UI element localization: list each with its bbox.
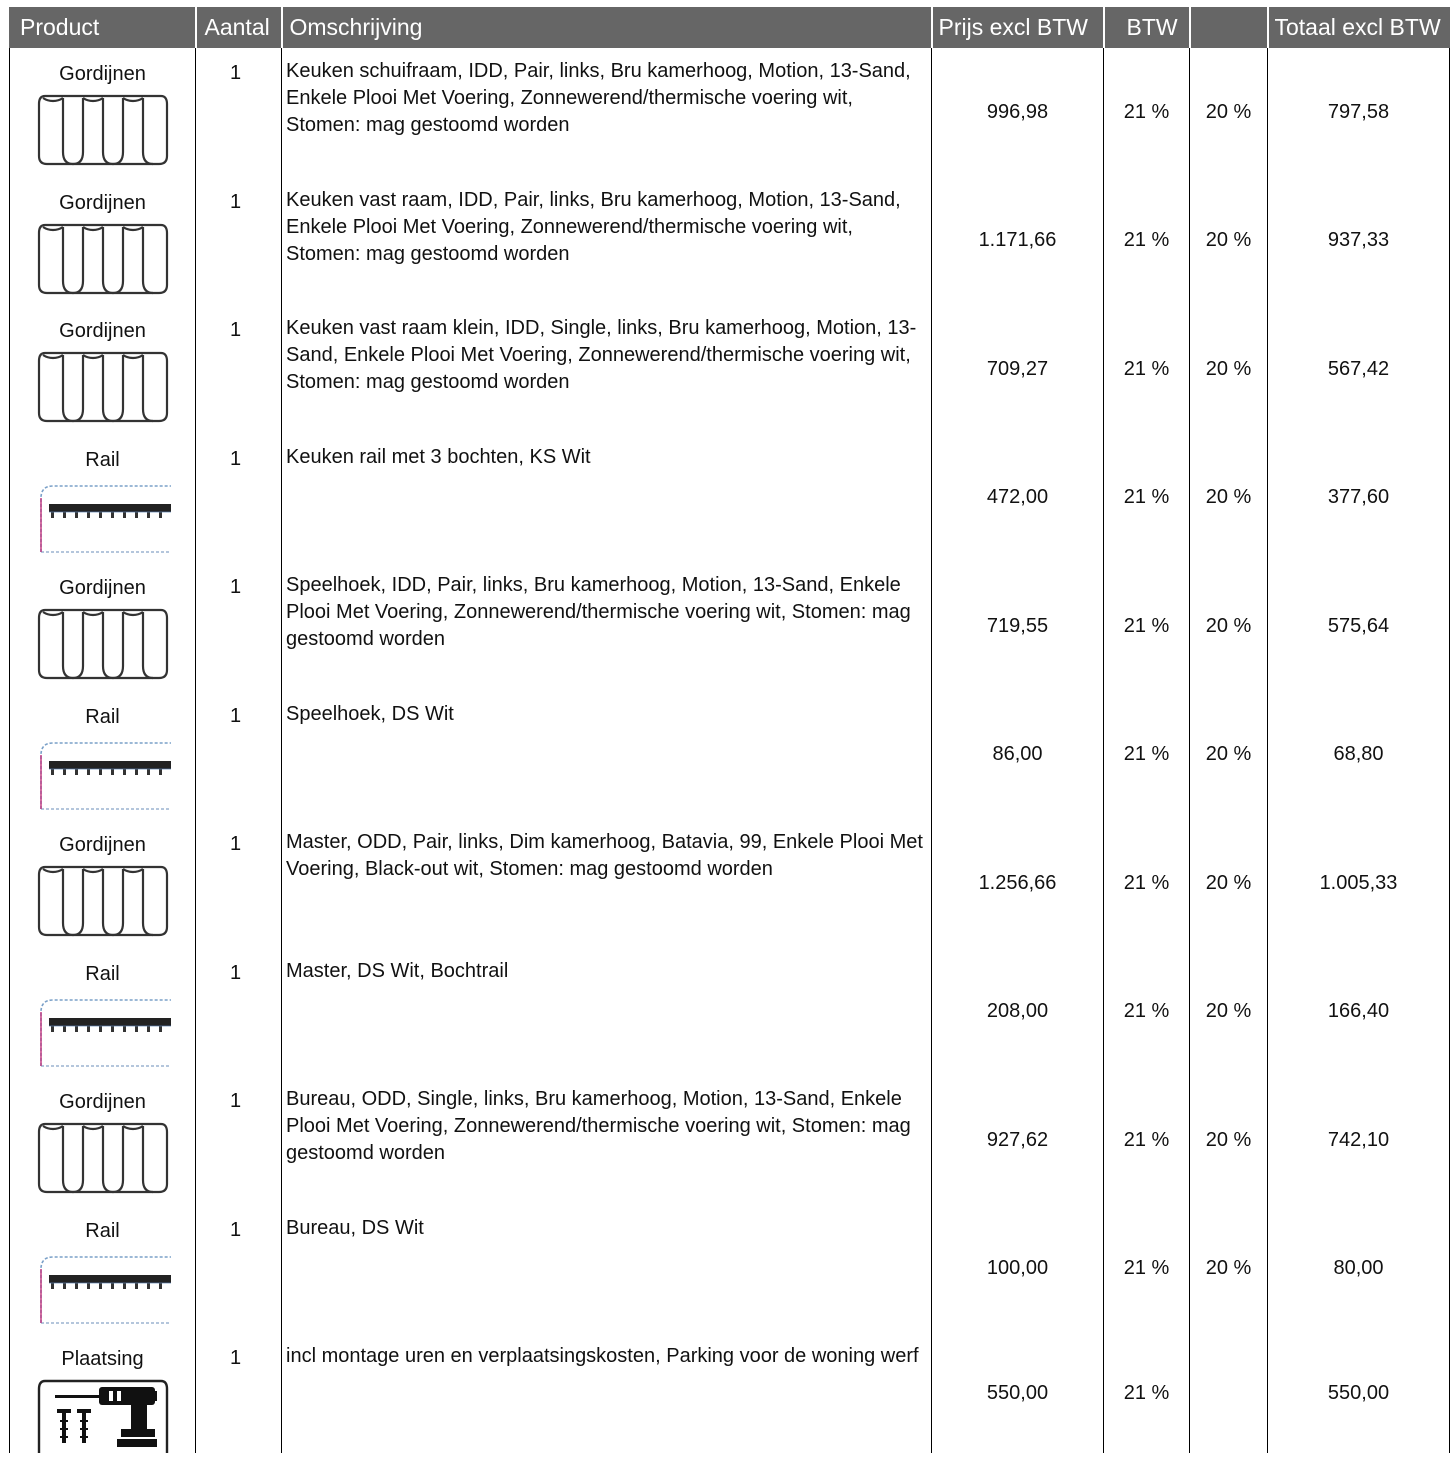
total-cell: 742,10 — [1268, 1076, 1450, 1205]
total-cell: 68,80 — [1268, 691, 1450, 820]
discount-cell: 20 % — [1190, 1205, 1268, 1334]
description-cell: Bureau, ODD, Single, links, Bru kamerhoog, Motion, 13-Sand, Enkele Plooi Met Voering, Zonnewerend/thermische voering wit, Stomen: mag gestoomd worden — [282, 1076, 932, 1205]
quantity-cell: 1 — [196, 691, 282, 820]
quantity-cell: 1 — [196, 948, 282, 1077]
total-cell: 937,33 — [1268, 177, 1450, 306]
rail-icon — [35, 992, 171, 1068]
discount-cell: 20 % — [1190, 177, 1268, 306]
total-cell: 550,00 — [1268, 1333, 1450, 1453]
discount-cell: 20 % — [1190, 691, 1268, 820]
product-cell — [10, 1333, 196, 1453]
vat-cell: 21 % — [1104, 1205, 1190, 1334]
total-cell: 80,00 — [1268, 1205, 1450, 1334]
table-row — [10, 434, 1450, 563]
price-cell: 472,00 — [932, 434, 1104, 563]
product-name: Rail — [85, 705, 120, 728]
vat-cell: 21 % — [1104, 177, 1190, 306]
description-cell: Keuken vast raam klein, IDD, Single, links, Bru kamerhoog, Motion, 13-Sand, Enkele Plooi Met Voering, Zonnewerend/thermische voering wit, Stomen: mag gestoomd worden — [282, 305, 932, 434]
product-name: Gordijnen — [59, 63, 146, 85]
total-cell: 797,58 — [1268, 48, 1450, 177]
quote-table — [9, 7, 1450, 1453]
description-cell: Speelhoek, DS Wit — [282, 691, 932, 820]
description-cell: Master, ODD, Pair, links, Dim kamerhoog, Batavia, 99, Enkele Plooi Met Voering, Black-out wit, Stomen: mag gestoomd worden — [282, 819, 932, 948]
total-cell: 567,42 — [1268, 305, 1450, 434]
vat-cell: 21 % — [1104, 562, 1190, 691]
table-row — [10, 1076, 1450, 1205]
quantity-cell: 1 — [196, 434, 282, 563]
discount-cell: 20 % — [1190, 1076, 1268, 1205]
product-name: Gordijnen — [59, 1091, 146, 1113]
product-name: Gordijnen — [59, 577, 146, 599]
product-name: Gordijnen — [59, 834, 146, 856]
price-cell: 996,98 — [932, 48, 1104, 177]
price-cell: 719,55 — [932, 562, 1104, 691]
quantity-cell: 1 — [196, 1333, 282, 1453]
table-row — [10, 819, 1450, 948]
product-cell — [10, 1076, 196, 1205]
discount-cell: 20 % — [1190, 48, 1268, 177]
curtain-icon — [35, 92, 171, 168]
product-cell — [10, 948, 196, 1077]
vat-cell: 21 % — [1104, 819, 1190, 948]
product-name: Rail — [85, 962, 120, 985]
product-name: Gordijnen — [59, 320, 146, 342]
table-row — [10, 1205, 1450, 1334]
curtain-icon — [35, 221, 171, 297]
description-cell: Keuken schuifraam, IDD, Pair, links, Bru kamerhoog, Motion, 13-Sand, Enkele Plooi Met Voering, Zonnewerend/thermische voering wit, Stomen: mag gestoomd worden — [282, 48, 932, 177]
price-cell: 550,00 — [932, 1333, 1104, 1453]
price-cell: 927,62 — [932, 1076, 1104, 1205]
description-cell: Keuken vast raam, IDD, Pair, links, Bru kamerhoog, Motion, 13-Sand, Enkele Plooi Met Voering, Zonnewerend/thermische voering wit, Stomen: mag gestoomd worden — [282, 177, 932, 306]
table-row — [10, 948, 1450, 1077]
price-cell: 709,27 — [932, 305, 1104, 434]
table-header-row — [10, 7, 1450, 48]
product-cell — [10, 819, 196, 948]
product-cell — [10, 48, 196, 177]
quantity-cell: 1 — [196, 1076, 282, 1205]
table-row — [10, 305, 1450, 434]
price-cell: 1.256,66 — [932, 819, 1104, 948]
discount-cell — [1190, 1333, 1268, 1453]
quantity-cell: 1 — [196, 819, 282, 948]
product-name: Rail — [85, 1219, 120, 1242]
description-cell: Keuken rail met 3 bochten, KS Wit — [282, 434, 932, 563]
drill-screws-icon — [35, 1377, 171, 1453]
price-cell: 100,00 — [932, 1205, 1104, 1334]
vat-cell: 21 % — [1104, 434, 1190, 563]
description-cell: Speelhoek, IDD, Pair, links, Bru kamerhoog, Motion, 13-Sand, Enkele Plooi Met Voering, Zonnewerend/thermische voering wit, Stomen: mag gestoomd worden — [282, 562, 932, 691]
vat-cell: 21 % — [1104, 1333, 1190, 1453]
header-total-excl: Totaal excl BTW — [1268, 7, 1450, 48]
vat-cell: 21 % — [1104, 305, 1190, 434]
vat-cell: 21 % — [1104, 48, 1190, 177]
product-cell — [10, 434, 196, 563]
total-cell: 166,40 — [1268, 948, 1450, 1077]
vat-cell: 21 % — [1104, 1076, 1190, 1205]
curtain-icon — [35, 1120, 171, 1196]
quantity-cell: 1 — [196, 562, 282, 691]
curtain-icon — [35, 863, 171, 939]
discount-cell: 20 % — [1190, 562, 1268, 691]
quantity-cell: 1 — [196, 177, 282, 306]
header-discount — [1190, 7, 1268, 48]
description-cell: Master, DS Wit, Bochtrail — [282, 948, 932, 1077]
total-cell: 1.005,33 — [1268, 819, 1450, 948]
description-cell: incl montage uren en verplaatsingskosten, Parking voor de woning werf — [282, 1333, 932, 1453]
product-name: Gordijnen — [59, 191, 146, 214]
discount-cell: 20 % — [1190, 434, 1268, 563]
total-cell: 377,60 — [1268, 434, 1450, 563]
product-name: Plaatsing — [61, 1348, 144, 1370]
product-cell — [10, 1205, 196, 1334]
price-cell: 86,00 — [932, 691, 1104, 820]
vat-cell: 21 % — [1104, 691, 1190, 820]
rail-icon — [35, 478, 171, 554]
quantity-cell: 1 — [196, 1205, 282, 1334]
rail-icon — [35, 735, 171, 811]
curtain-icon — [35, 606, 171, 682]
table-row — [10, 562, 1450, 691]
table-row — [10, 691, 1450, 820]
product-cell — [10, 177, 196, 306]
price-cell: 1.171,66 — [932, 177, 1104, 306]
discount-cell: 20 % — [1190, 305, 1268, 434]
table-body — [10, 48, 1450, 1453]
table-row — [10, 1333, 1450, 1453]
header-quantity: Aantal — [196, 7, 282, 48]
product-cell — [10, 691, 196, 820]
quantity-cell: 1 — [196, 305, 282, 434]
price-cell: 208,00 — [932, 948, 1104, 1077]
product-cell — [10, 562, 196, 691]
discount-cell: 20 % — [1190, 948, 1268, 1077]
product-cell — [10, 305, 196, 434]
curtain-icon — [35, 349, 171, 425]
header-price-excl: Prijs excl BTW — [932, 7, 1104, 48]
table-row — [10, 48, 1450, 177]
header-product: Product — [10, 7, 196, 48]
header-description: Omschrijving — [282, 7, 932, 48]
total-cell: 575,64 — [1268, 562, 1450, 691]
description-cell: Bureau, DS Wit — [282, 1205, 932, 1334]
rail-icon — [35, 1249, 171, 1325]
vat-cell: 21 % — [1104, 948, 1190, 1077]
header-vat: BTW — [1104, 7, 1190, 48]
quantity-cell: 1 — [196, 48, 282, 177]
discount-cell: 20 % — [1190, 819, 1268, 948]
product-name: Rail — [85, 448, 120, 471]
table-row — [10, 177, 1450, 306]
